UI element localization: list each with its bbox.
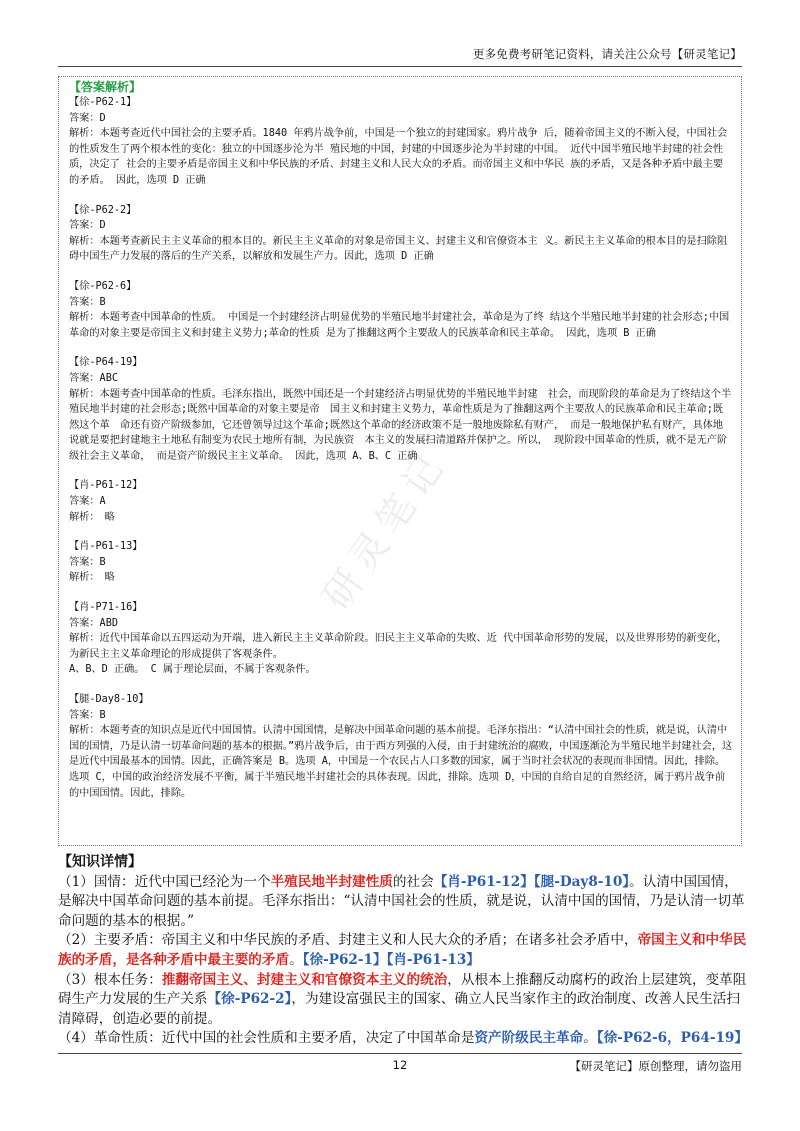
reference-tag: 【肖-P61-12】【腿-Day8-10】 bbox=[433, 873, 630, 890]
point-text: （1）国情：近代中国已经沦为一个 bbox=[58, 873, 271, 890]
answer-entry bbox=[69, 539, 733, 586]
answer-text: 答案：B bbox=[69, 709, 106, 721]
analysis-text: 解析： 略 bbox=[69, 511, 115, 523]
question-id: 【徐-P62-2】 bbox=[69, 204, 137, 216]
point-text: ，为建设富强民主的国家、确立人民当家作主的政治制度、改善人民生活扫清障碍，创造必要的前提。 bbox=[58, 991, 740, 1027]
knowledge-point-4 bbox=[58, 1029, 748, 1049]
analysis-text: 解析：本题考查的知识点是近代中国国情。认清中国国情，是解决中国革命问题的基本前提。毛泽东指出：“认清中国社会的性质，就是说，认清中国的国情，乃是认清一切革命问题的基本的根据。”鸦片战争后，由于西方列强的入侵，由于封建统治的腐败，中国逐渐沦为半殖民地半封建社会，这是近代中国最基本的国情。因此，正确答案是 B。选项 A，中国是一个农民占人口多数的国家，属于当时社会状况的表现而非国情。因此，排除。选项 C，中国的政治经济发展不平衡，属于半殖民地半封建社会的具体表现。因此，排除。选项 D，中国的自给自足的自然经济，属于鸦片战争前的中国国情。因此，排除。 bbox=[69, 725, 733, 799]
knowledge-point-1 bbox=[58, 873, 748, 932]
reference-tag: 【徐-P62-2】 bbox=[207, 991, 292, 1008]
question-id: 【腿-Day8-10】 bbox=[69, 694, 149, 705]
question-id: 【徐-P62-6】 bbox=[69, 280, 137, 292]
watermark: 研灵笔记 bbox=[314, 441, 456, 618]
answer-text: 答案：B bbox=[69, 296, 106, 308]
point-text: ，从根本上推翻反动腐朽的政治上层建筑，变革阻碍生产力发展的生产关系 bbox=[58, 971, 747, 1008]
point-text: （3）根本任务： bbox=[58, 971, 162, 988]
answer-entry bbox=[69, 600, 733, 678]
analysis-text: 解析：本题考查新民主主义革命的根本目的。新民主主义革命的对象是帝国主义、封建主义和官僚资本主 义。新民主主义革命的根本目的是扫除阻碍中国生产力发展的落后的生产关系，以解放和发展生产力。因此，选项 D 正确 bbox=[69, 235, 728, 263]
analysis-text: 解析：近代中国革命以五四运动为开端，进入新民主主义革命阶段。旧民主主义革命的失败、近 代中国革命形势的发展，以及世界形势的新变化，为新民主主义革命理论的形成提供了客观条件。 bbox=[69, 633, 728, 660]
answer-text: 答案：D bbox=[69, 220, 106, 232]
answer-box-title: 【答案解析】 bbox=[69, 80, 142, 94]
analysis-text: 解析：本题考查中国革命的性质。 中国是一个封建经济占明显优势的半殖民地半封建社会，革命是为了终 结这个半殖民地半封建的社会形态;中国革命的对象主要是帝国主义和封建主义势力;革命的性质 是为了推翻这两个主要敌人的民族革命和民主革命。 因此，选项 B 正确 bbox=[69, 312, 730, 339]
page-header bbox=[58, 40, 742, 67]
highlight-text: 半殖民地半封建性质 bbox=[270, 873, 393, 890]
point-text: 。 bbox=[583, 1030, 597, 1047]
point-text: （2）主要矛盾：帝国主义和中华民族的矛盾、封建主义和人民大众的矛盾；在诸多社会矛盾中， bbox=[58, 932, 638, 949]
answer-text: 答案：ABC bbox=[69, 372, 118, 384]
point-text: 的社会 bbox=[392, 873, 434, 890]
answer-entry bbox=[69, 355, 733, 464]
knowledge-point-2 bbox=[58, 931, 748, 970]
question-id: 【肖-P61-13】 bbox=[69, 541, 143, 553]
analysis-text: 解析： 略 bbox=[69, 572, 115, 584]
answer-entry bbox=[69, 95, 733, 189]
knowledge-point-3 bbox=[58, 971, 748, 1030]
question-id: 【肖-P71-16】 bbox=[69, 602, 143, 614]
point-text: 。认清中国国情，是解决中国革命问题的基本前提。毛泽东指出：“认清中国社会的性质，就是说，认清中国的国情，乃是认清一切革命问题的基本的根据。” bbox=[58, 873, 745, 929]
question-id: 【徐-P64-19】 bbox=[69, 357, 143, 369]
knowledge-title: 【知识详情】 bbox=[58, 854, 142, 870]
analysis-text: 解析：本题考查中国革命的性质。毛泽东指出，既然中国还是一个封建经济占明显优势的半殖民地半封建 社会，而现阶段的革命是为了终结这个半殖民地半封建的社会形态;既然中国革命的对象主要是帝 国主义和封建主义势力，革命性质是为了推翻这两个主要敌人的民族革命和民主革命;既然这个革 命还有资产阶级参加，它还曾领导过这个革命;既然这个革命的经济政策不是一般地废除私有财产， 而是一般地保护私有财产，具体地说就是要把封建地主土地私有制变为农民土地所有制，为民族资 本主义的发展扫清道路并保护之。所以， 现阶段中国革命的性质，就不是无产阶级社会主义革命， 而是资产阶级民主主义革命。 因此，选项 A、B、C 正确 bbox=[69, 388, 732, 462]
footer-note: 【研灵笔记】原创整理，请勿盗用 bbox=[569, 1059, 742, 1073]
footer-divider bbox=[58, 1053, 742, 1054]
answer-text: 答案：B bbox=[69, 556, 106, 568]
analysis-extra: A、B、D 正确。 C 属于理论层面，不属于客观条件。 bbox=[69, 664, 316, 676]
analysis-text: 解析：本题考查近代中国社会的主要矛盾。1840 年鸦片战争前，中国是一个独立的封建国家。鸦片战争 后，随着帝国主义的不断入侵，中国社会的性质发生了两个根本性的变化：独立的中国逐步沦为半 殖民地的中国，封建的中国逐步沦为半封建的中国。 近代中国半殖民地半封建的社会性质，决定了 社会的主要矛盾是帝国主义和中华民族的矛盾、封建主义和人民大众的矛盾。而帝国主义和中华民 族的矛盾，又是各种矛盾中最主要的矛盾。 因此，选项 D 正确 bbox=[69, 128, 728, 186]
reference-tag: 【徐-P62-6，P64-19】 bbox=[596, 1030, 748, 1047]
reference-tag: 【徐-P62-1】【肖-P61-13】 bbox=[302, 951, 480, 968]
header-text: 更多免费考研笔记资料，请关注公众号【研灵笔记】 bbox=[472, 47, 742, 61]
point-text: 。 bbox=[289, 951, 303, 968]
answer-text: 答案：D bbox=[69, 112, 106, 124]
highlight-text: 资产阶级民主革命 bbox=[474, 1030, 584, 1047]
answer-entry bbox=[69, 279, 733, 341]
highlight-text: 帝国主义和中华民族的矛盾，是各种矛盾中最主要的矛盾 bbox=[58, 932, 747, 968]
question-id: 【肖-P61-12】 bbox=[69, 480, 143, 492]
answer-text: 答案：ABD bbox=[69, 617, 118, 629]
page-number: 12 bbox=[392, 1058, 408, 1072]
answer-text: 答案：A bbox=[69, 496, 106, 508]
highlight-text: 推翻帝国主义、封建主义和官僚资本主义的统治 bbox=[161, 971, 448, 988]
answer-analysis-box bbox=[58, 76, 742, 846]
knowledge-details bbox=[58, 853, 748, 1049]
question-id: 【徐-P62-1】 bbox=[69, 97, 137, 108]
answer-entry bbox=[69, 478, 733, 525]
answer-entry bbox=[69, 203, 733, 265]
point-text: （4）革命性质：近代中国的社会性质和主要矛盾，决定了中国革命是 bbox=[58, 1030, 475, 1047]
answer-entry bbox=[69, 692, 733, 801]
